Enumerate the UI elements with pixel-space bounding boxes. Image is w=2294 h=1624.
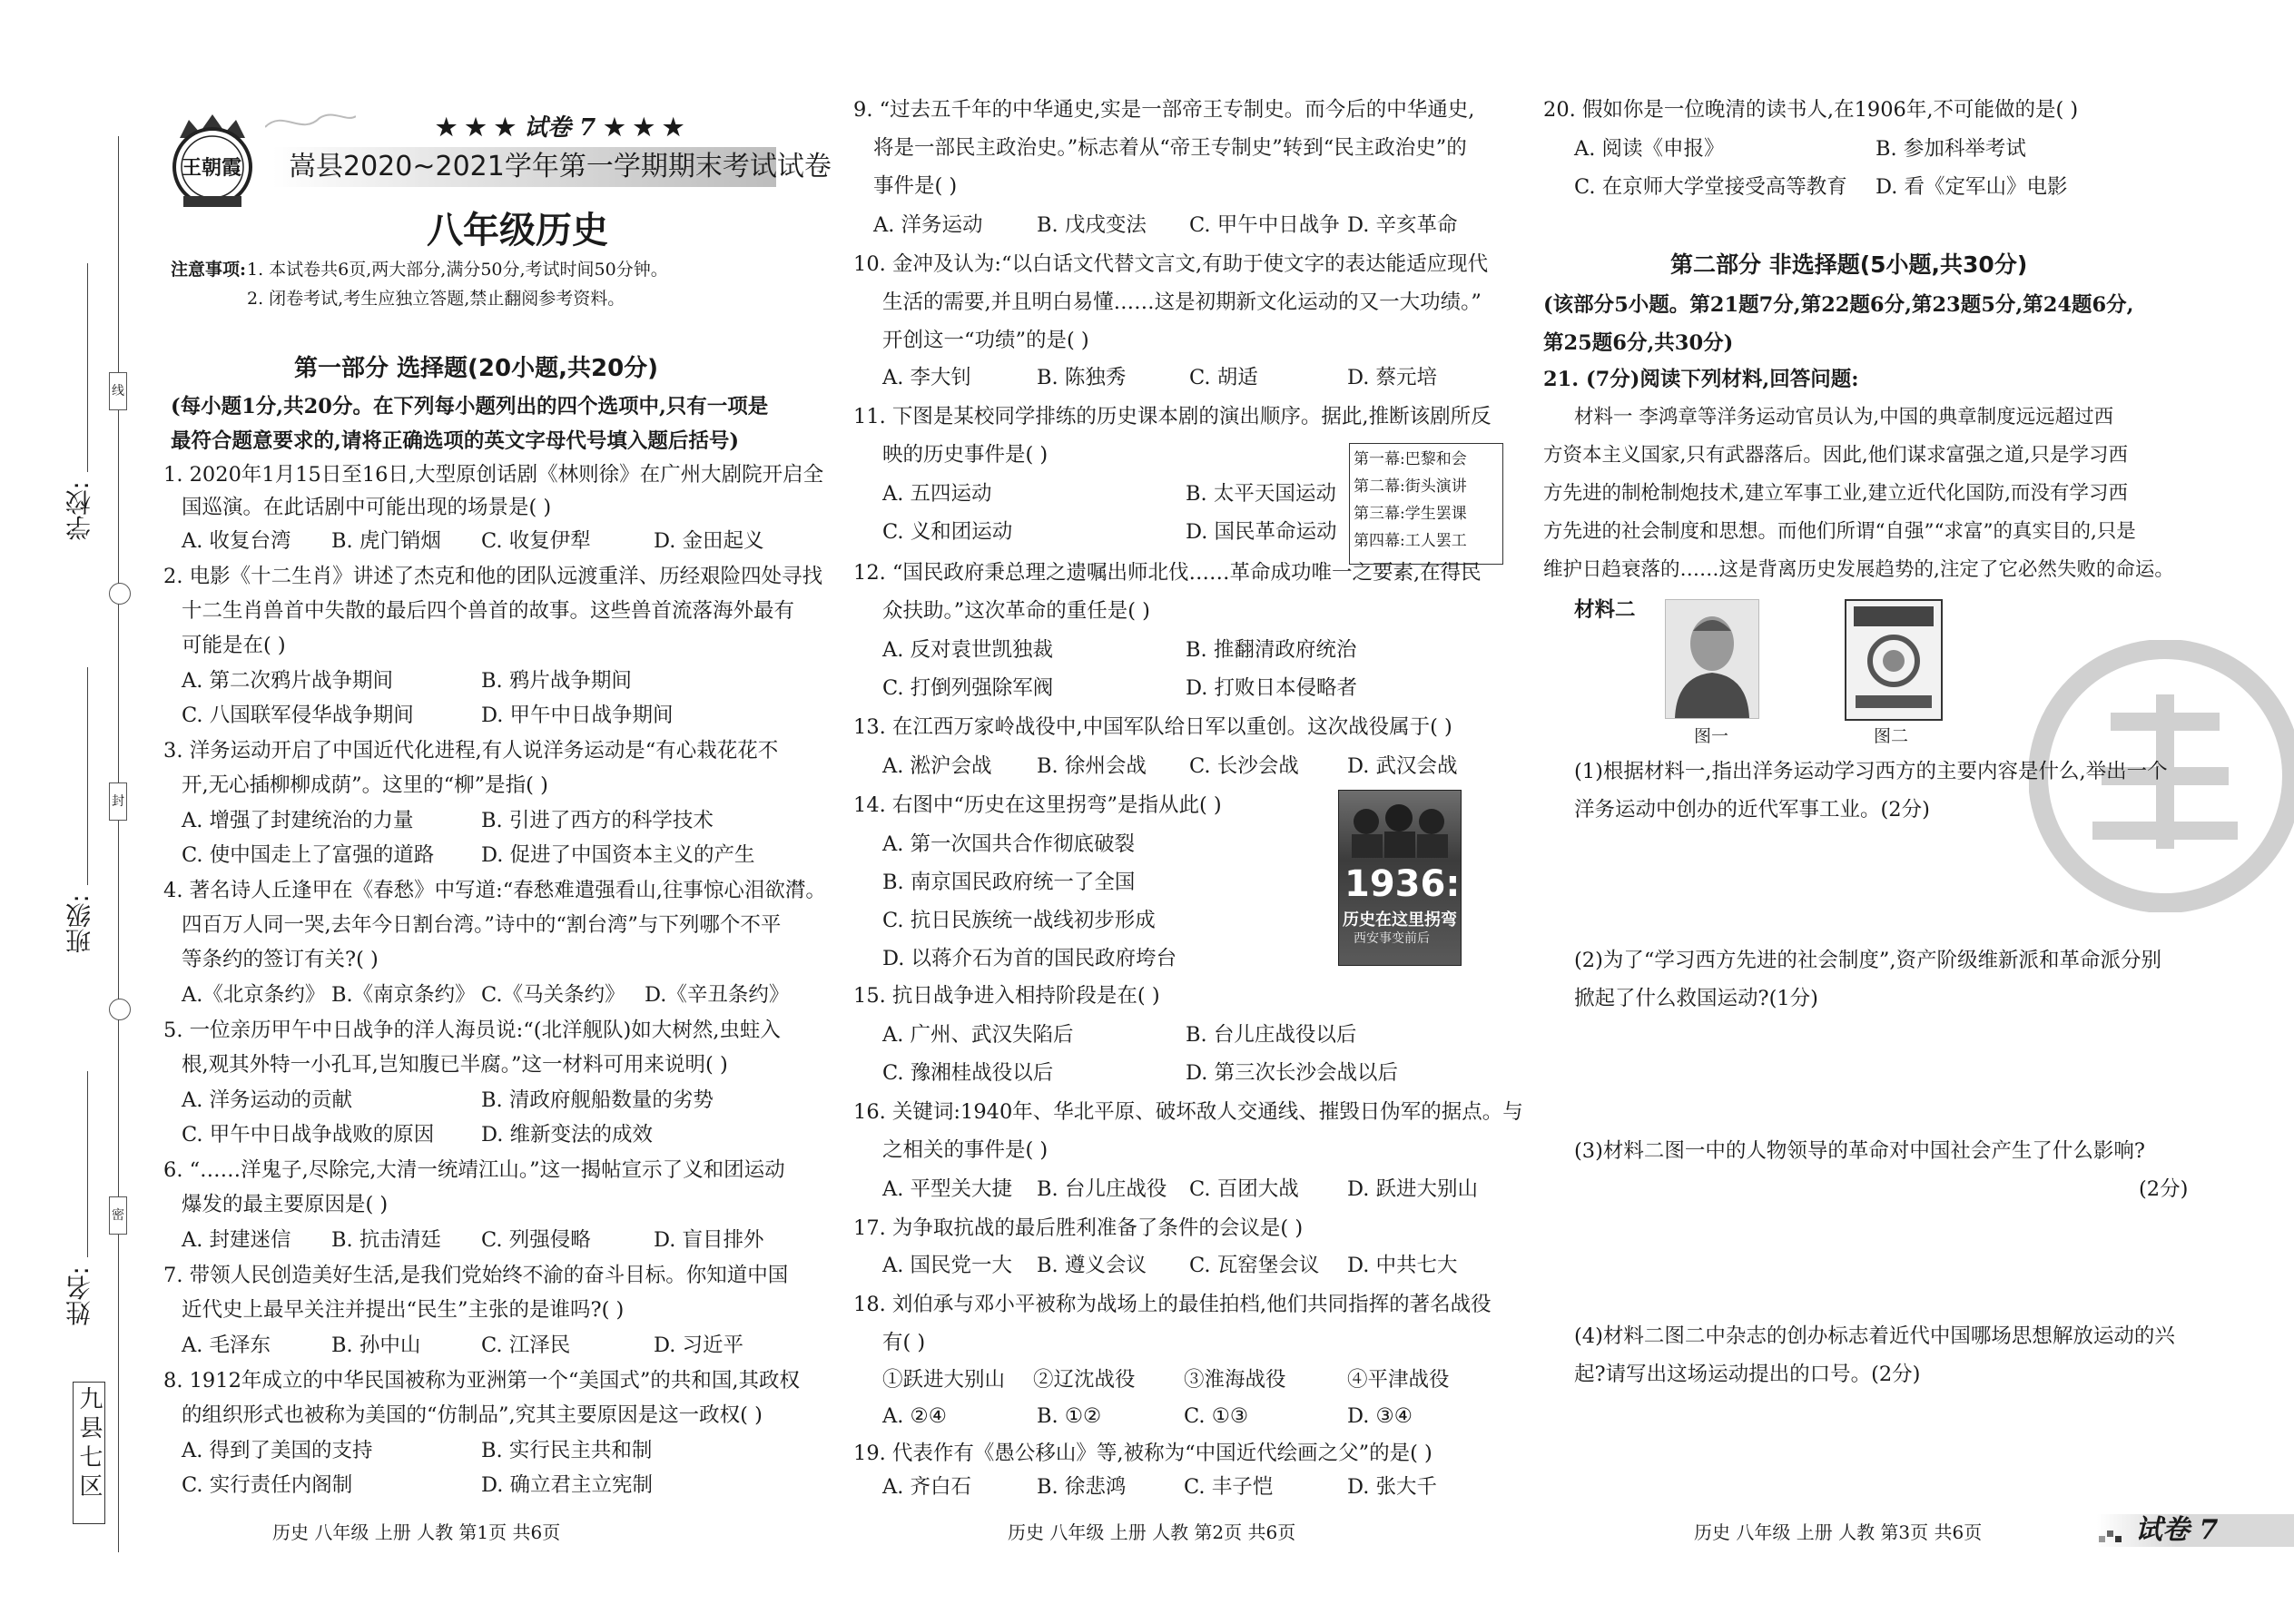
q10-opt-c[interactable]: C. 胡适 xyxy=(1189,366,1258,389)
q10-opt-a[interactable]: A. 李大钊 xyxy=(882,366,972,389)
q7-opt-a[interactable]: A. 毛泽东 xyxy=(182,1334,271,1357)
q1-line-2: 国巡演。在此话剧中可能出现的场景是( ) xyxy=(182,496,552,519)
play-order-box xyxy=(1349,443,1503,565)
tag-mi: 密 xyxy=(109,1196,127,1235)
q17-opt-d[interactable]: D. 中共七大 xyxy=(1347,1254,1458,1277)
class-label: 班级: xyxy=(64,894,94,954)
q18-opt-d[interactable]: D. ③④ xyxy=(1347,1404,1413,1428)
q5-opt-d[interactable]: D. 维新变法的成效 xyxy=(481,1123,654,1147)
q12-opt-b[interactable]: B. 推翻清政府统治 xyxy=(1186,638,1357,662)
q13-opt-a[interactable]: A. 淞沪会战 xyxy=(882,754,992,778)
q21-title: 21. (7分)阅读下列材料,回答问题: xyxy=(1543,368,1859,391)
play-act-3: 第三幕:学生罢课 xyxy=(1354,505,1467,523)
logo-emblem xyxy=(162,107,263,209)
paper-badge xyxy=(436,109,684,143)
q8-line-2: 的组织形式也被称为美国的“仿制品”,究其主要原因是这一政权( ) xyxy=(182,1403,763,1427)
q18-opt-b[interactable]: B. ①② xyxy=(1037,1404,1102,1428)
footer-squares xyxy=(2099,1525,2122,1538)
q1-opt-c[interactable]: C. 收复伊犁 xyxy=(481,529,591,553)
q4-line-1: 4. 著名诗人丘逢甲在《春愁》中写道:“春愁难遣强看山,往事惊心泪欲潸。 xyxy=(163,879,826,902)
binding-line xyxy=(118,136,119,1552)
q13-opt-d[interactable]: D. 武汉会战 xyxy=(1347,754,1458,778)
q6-line-1: 6. “……洋鬼子,尽除完,大清一统靖江山。”这一揭帖宣示了义和团运动 xyxy=(163,1158,785,1182)
ribbon-decoration xyxy=(265,109,356,136)
q2-opt-a[interactable]: A. 第二次鸦片战争期间 xyxy=(182,669,394,693)
q17-opt-a[interactable]: A. 国民党一大 xyxy=(882,1254,1013,1277)
q19-line-1: 19. 代表作有《愚公移山》等,被称为“中国近代绘画之父”的是( ) xyxy=(853,1442,1433,1465)
q14-opt-a[interactable]: A. 第一次国共合作彻底破裂 xyxy=(882,832,1136,856)
q3-opt-a[interactable]: A. 增强了封建统治的力量 xyxy=(182,809,414,832)
paper-title: 嵩县2020~2021学年第一学期期末考试试卷 xyxy=(289,151,832,182)
notes-line-1: 1. 本试卷共6页,两大部分,满分50分,考试时间50分钟。 xyxy=(247,260,668,280)
sub-question-3-line-1: (3)材料二图一中的人物领导的革命对中国社会产生了什么影响? xyxy=(1574,1139,2145,1163)
notes-label: 注意事项: xyxy=(171,260,247,280)
q14-opt-c[interactable]: C. 抗日民族统一战线初步形成 xyxy=(882,909,1156,932)
q5-opt-c[interactable]: C. 甲午中日战争战败的原因 xyxy=(182,1123,435,1147)
q19-opt-d[interactable]: D. 张大千 xyxy=(1347,1475,1438,1499)
q7-opt-b[interactable]: B. 孙中山 xyxy=(331,1334,421,1357)
school-blank[interactable] xyxy=(87,263,88,472)
q20-opt-d[interactable]: D. 看《定军山》电影 xyxy=(1876,175,2068,199)
q2-opt-c[interactable]: C. 八国联军侵华战争期间 xyxy=(182,704,414,727)
q4-opt-a[interactable]: A.《北京条约》 xyxy=(182,983,326,1007)
q7-line-2: 近代史上最早关注并提出“民生”主张的是谁吗?( ) xyxy=(182,1298,625,1322)
q3-opt-c[interactable]: C. 使中国走上了富强的道路 xyxy=(182,843,435,867)
figure1-caption: 图一 xyxy=(1694,726,1729,746)
part1-instruction-1: (每小题1分,共20分。在下列每小题列出的四个选项中,只有一项是 xyxy=(171,395,769,418)
q8-opt-c[interactable]: C. 实行责任内阁制 xyxy=(182,1473,353,1497)
material1-line-1: 材料一 李鸿章等洋务运动官员认为,中国的典章制度远远超过西 xyxy=(1574,406,2114,428)
sub-question-2-line-2: 掀起了什么救国运动?(1分) xyxy=(1574,987,1818,1010)
material2-label: 材料二 xyxy=(1574,598,1636,622)
q20-opt-a[interactable]: A. 阅读《申报》 xyxy=(1574,137,1725,161)
q15-opt-d[interactable]: D. 第三次长沙会战以后 xyxy=(1186,1061,1399,1085)
q12-opt-a[interactable]: A. 反对袁世凯独裁 xyxy=(882,638,1054,662)
part1-title: 第一部分 选择题(20小题,共20分) xyxy=(294,355,659,382)
q6-opt-b[interactable]: B. 抗击清廷 xyxy=(331,1228,441,1252)
q4-opt-b[interactable]: B.《南京条约》 xyxy=(331,983,476,1007)
figure2-magazine xyxy=(1845,599,1943,721)
q12-line-2: 众扶助。”这次革命的重任是( ) xyxy=(882,599,1150,623)
part2-instruction-2: 第25题6分,共30分) xyxy=(1543,331,1734,355)
school-label: 学校: xyxy=(64,481,94,541)
q7-line-1: 7. 带领人民创造美好生活,是我们党始终不渝的奋斗目标。你知道中国 xyxy=(163,1264,789,1287)
figure1-portrait xyxy=(1665,599,1759,719)
q15-line-1: 15. 抗日战争进入相持阶段是在( ) xyxy=(853,984,1160,1008)
q1-opt-a[interactable]: A. 收复台湾 xyxy=(182,529,291,553)
q9-opt-c[interactable]: C. 甲午中日战争 xyxy=(1189,213,1340,237)
q9-opt-b[interactable]: B. 戊戌变法 xyxy=(1037,213,1147,237)
sub-question-4-line-1: (4)材料二图二中杂志的创办标志着近代中国哪场思想解放运动的兴 xyxy=(1574,1324,2175,1348)
tag-xian: 线 xyxy=(109,372,127,410)
subject-title: 八年级历史 xyxy=(427,210,608,251)
q3-line-1: 3. 洋务运动开启了中国近代化进程,有人说洋务运动是“有心栽花花不 xyxy=(163,739,779,763)
q10-opt-b[interactable]: B. 陈独秀 xyxy=(1037,366,1127,389)
q9-line-2: 将是一部民主政治史。”标志着从“帝王专制史”转到“民主政治史”的 xyxy=(873,136,1467,160)
footer-page-2: 历史 八年级 上册 人教 第2页 共6页 xyxy=(1008,1521,1296,1543)
q18-line-2: 有( ) xyxy=(882,1331,926,1354)
q2-line-3: 可能是在( ) xyxy=(182,634,286,657)
q8-opt-a[interactable]: A. 得到了美国的支持 xyxy=(182,1439,373,1462)
q11-opt-c[interactable]: C. 义和团运动 xyxy=(882,520,1013,544)
q1-opt-b[interactable]: B. 虎门销烟 xyxy=(331,529,441,553)
play-act-4: 第四幕:工人罢工 xyxy=(1354,532,1467,550)
q16-line-1: 16. 关键词:1940年、华北平原、破坏敌人交通线、摧毁日伪军的据点。与 xyxy=(853,1100,1523,1124)
q12-opt-c[interactable]: C. 打倒列强除军阀 xyxy=(882,676,1054,700)
seal-circle-1 xyxy=(109,583,131,605)
sub-question-1-line-2: 洋务运动中创办的近代军事工业。(2分) xyxy=(1574,798,1930,822)
q3-line-2: 开,无心插柳柳成荫”。这里的“柳”是指( ) xyxy=(182,773,548,797)
q7-opt-c[interactable]: C. 江泽民 xyxy=(481,1334,571,1357)
q10-line-2: 生活的需要,并且明白易懂……这是初期新文化运动的又一大功绩。” xyxy=(882,290,1482,314)
sub-question-4-line-2: 起?请写出这场运动提出的口号。(2分) xyxy=(1574,1363,1921,1386)
q15-opt-a[interactable]: A. 广州、武汉失陷后 xyxy=(882,1023,1074,1047)
q14-line-1: 14. 右图中“历史在这里拐弯”是指从此( ) xyxy=(853,793,1222,817)
q3-opt-d[interactable]: D. 促进了中国资本主义的产生 xyxy=(481,843,755,867)
material1-line-3: 方先进的制枪制炮技术,建立军事工业,建立近代化国防,而没有学习西 xyxy=(1543,482,2129,505)
q12-opt-d[interactable]: D. 打败日本侵略者 xyxy=(1186,676,1358,700)
q10-line-3: 开创这一“功绩”的是( ) xyxy=(882,329,1089,352)
q2-opt-b[interactable]: B. 鸦片战争期间 xyxy=(481,669,632,693)
q11-opt-a[interactable]: A. 五四运动 xyxy=(882,482,992,506)
region-box xyxy=(73,1382,105,1524)
q5-line-1: 5. 一位亲历甲午中日战争的洋人海员说:“(北洋舰队)如大树然,虫蛀入 xyxy=(163,1019,781,1042)
q20-line-1: 20. 假如你是一位晚清的读书人,在1906年,不可能做的是( ) xyxy=(1543,98,2079,122)
q5-line-2: 根,观其外特一小孔耳,岂知腹已半腐。”这一材料可用来说明( ) xyxy=(182,1053,728,1077)
play-act-1: 第一幕:巴黎和会 xyxy=(1354,450,1467,468)
q14-opt-d[interactable]: D. 以蒋介石为首的国民政府垮台 xyxy=(882,947,1177,970)
name-blank[interactable] xyxy=(87,1071,88,1257)
sub-question-2-line-1: (2)为了“学习西方先进的社会制度”,资产阶级维新派和革命派分别 xyxy=(1574,949,2162,972)
q3-opt-b[interactable]: B. 引进了西方的科学技术 xyxy=(481,809,714,832)
q18-opt-c[interactable]: C. ①③ xyxy=(1184,1404,1249,1428)
figure2-caption: 图二 xyxy=(1874,726,1909,746)
material1-line-5: 维护日趋衰落的……这是背离历史发展趋势的,注定了它必然失败的命运。 xyxy=(1543,558,2174,581)
q17-line-1: 17. 为争取抗战的最后胜利准备了条件的会议是( ) xyxy=(853,1216,1304,1240)
q11-opt-d[interactable]: D. 国民革命运动 xyxy=(1186,520,1337,544)
q16-opt-a[interactable]: A. 平型关大捷 xyxy=(882,1177,1013,1201)
q16-opt-c[interactable]: C. 百团大战 xyxy=(1189,1177,1299,1201)
q16-opt-d[interactable]: D. 跃进大别山 xyxy=(1347,1177,1479,1201)
tag-feng: 封 xyxy=(109,782,127,821)
q8-opt-b[interactable]: B. 实行民主共和制 xyxy=(481,1439,653,1462)
footer-page-1: 历史 八年级 上册 人教 第1页 共6页 xyxy=(272,1521,561,1543)
q18-opt-a[interactable]: A. ②④ xyxy=(882,1404,947,1428)
q9-line-3: 事件是( ) xyxy=(873,174,958,198)
q1-line-1: 1. 2020年1月15日至16日,大型原创话剧《林则徐》在广州大剧院开启全 xyxy=(163,463,824,487)
q6-line-2: 爆发的最主要原因是( ) xyxy=(182,1193,389,1216)
q19-opt-a[interactable]: A. 齐白石 xyxy=(882,1475,972,1499)
q2-line-1: 2. 电影《十二生肖》讲述了杰克和他的团队远渡重洋、历经艰险四处寻找 xyxy=(163,565,823,588)
q4-opt-d[interactable]: D.《辛丑条约》 xyxy=(645,983,790,1007)
q1-opt-d[interactable]: D. 金田起义 xyxy=(654,529,764,553)
q7-opt-d[interactable]: D. 习近平 xyxy=(654,1334,744,1357)
q5-opt-a[interactable]: A. 洋务运动的贡献 xyxy=(182,1088,353,1112)
region-label: 九县七区 xyxy=(75,1386,103,1502)
q6-opt-c[interactable]: C. 列强侵略 xyxy=(481,1228,591,1252)
answer-area-1[interactable] xyxy=(1574,832,2210,940)
q18-item-4: ④平津战役 xyxy=(1347,1368,1450,1392)
q17-opt-b[interactable]: B. 遵义会议 xyxy=(1037,1254,1147,1277)
material1-line-2: 方资本主义国家,只有武器落后。因此,他们谋求富强之道,只是学习西 xyxy=(1543,444,2129,467)
part2-instruction-1: (该部分5小题。第21题7分,第22题6分,第23题5分,第24题6分, xyxy=(1543,293,2134,317)
answer-area-4[interactable] xyxy=(1574,1396,2210,1505)
part2-title: 第二部分 非选择题(5小题,共30分) xyxy=(1670,251,2028,278)
material1-line-4: 方先进的社会制度和思想。而他们所谓“自强”“求富”的真实目的,只是 xyxy=(1543,520,2136,543)
q19-opt-b[interactable]: B. 徐悲鸿 xyxy=(1037,1475,1127,1499)
footer-paper-tag: 试卷 7 xyxy=(2135,1514,2219,1546)
q2-opt-d[interactable]: D. 甲午中日战争期间 xyxy=(481,704,674,727)
q11-line-2: 映的历史事件是( ) xyxy=(882,443,1049,467)
book-cover-image xyxy=(1338,790,1462,966)
notes-line-2: 2. 闭卷考试,考生应独立答题,禁止翻阅参考资料。 xyxy=(247,289,625,309)
name-label: 姓名: xyxy=(64,1266,94,1326)
footer-page-3: 历史 八年级 上册 人教 第3页 共6页 xyxy=(1694,1521,1983,1543)
q13-opt-c[interactable]: C. 长沙会战 xyxy=(1189,754,1299,778)
q10-line-1: 10. 金冲及认为:“以白话文代替文言文,有助于使文字的表达能适应现代 xyxy=(853,252,1489,276)
book-subtitle: 西安事变前后 xyxy=(1354,931,1430,946)
q8-line-1: 8. 1912年成立的中华民国被称为亚洲第一个“美国式”的共和国,其政权 xyxy=(163,1369,801,1393)
class-blank[interactable] xyxy=(87,667,88,885)
part1-instruction-2: 最符合题意要求的,请将正确选项的英文字母代号填入题后括号) xyxy=(171,429,739,453)
q12-line-1: 12. “国民政府秉总理之遗嘱出师北伐……革命成功唯一之要素,在得民 xyxy=(853,561,1482,585)
q15-opt-c[interactable]: C. 豫湘桂战役以后 xyxy=(882,1061,1054,1085)
play-act-2: 第二幕:街头演讲 xyxy=(1354,477,1467,496)
book-title: 历史在这里拐弯 xyxy=(1343,910,1457,930)
answer-area-2[interactable] xyxy=(1574,1020,2210,1138)
q4-opt-c[interactable]: C.《马关条约》 xyxy=(481,983,625,1007)
q6-opt-a[interactable]: A. 封建迷信 xyxy=(182,1228,291,1252)
book-year: 1936: xyxy=(1344,863,1461,905)
q16-line-2: 之相关的事件是( ) xyxy=(882,1138,1049,1162)
q9-opt-a[interactable]: A. 洋务运动 xyxy=(873,213,983,237)
q18-item-2: ②辽沈战役 xyxy=(1033,1368,1136,1392)
q20-opt-c[interactable]: C. 在京师大学堂接受高等教育 xyxy=(1574,175,1847,199)
q6-opt-d[interactable]: D. 盲目排外 xyxy=(654,1228,764,1252)
q10-opt-d[interactable]: D. 蔡元培 xyxy=(1347,366,1438,389)
q4-line-3: 等条约的签订有关?( ) xyxy=(182,948,379,971)
sub-question-3-line-2: (2分) xyxy=(2139,1177,2189,1201)
q8-opt-d[interactable]: D. 确立君主立宪制 xyxy=(481,1473,654,1497)
star-icon: ★ ★ ★ xyxy=(436,114,525,142)
q13-opt-b[interactable]: B. 徐州会战 xyxy=(1037,754,1147,778)
seal-circle-2 xyxy=(109,999,131,1020)
q18-item-3: ③淮海战役 xyxy=(1184,1368,1286,1392)
q14-opt-b[interactable]: B. 南京国民政府统一了全国 xyxy=(882,871,1136,894)
q9-line-1: 9. “过去五千年的中华通史,实是一部帝王专制史。而今后的中华通史, xyxy=(853,98,1475,122)
answer-area-3[interactable] xyxy=(1574,1211,2210,1320)
q2-line-2: 十二生肖兽首中失散的最后四个兽首的故事。这些兽首流落海外最有 xyxy=(182,599,795,623)
badge-text: 试卷 7 xyxy=(524,114,596,142)
logo-text: 王朝霞 xyxy=(182,156,242,180)
q20-opt-b[interactable]: B. 参加科举考试 xyxy=(1876,137,2026,161)
q13-line-1: 13. 在江西万家岭战役中,中国军队给日军以重创。这次战役属于( ) xyxy=(853,715,1452,739)
q18-item-1: ①跃进大别山 xyxy=(882,1368,1006,1392)
q19-opt-c[interactable]: C. 丰子恺 xyxy=(1184,1475,1274,1499)
sub-question-1-line-1: (1)根据材料一,指出洋务运动学习西方的主要内容是什么,举出一个 xyxy=(1574,760,2168,783)
q18-line-1: 18. 刘伯承与邓小平被称为战场上的最佳拍档,他们共同指挥的著名战役 xyxy=(853,1293,1492,1316)
q16-opt-b[interactable]: B. 台儿庄战役 xyxy=(1037,1177,1167,1201)
q11-opt-b[interactable]: B. 太平天国运动 xyxy=(1186,482,1336,506)
star-icon: ★ ★ ★ xyxy=(596,114,684,142)
q4-line-2: 四百万人同一哭,去年今日割台湾。”诗中的“割台湾”与下列哪个不平 xyxy=(182,913,782,937)
q15-opt-b[interactable]: B. 台儿庄战役以后 xyxy=(1186,1023,1357,1047)
q11-line-1: 11. 下图是某校同学排练的历史课本剧的演出顺序。据此,推断该剧所反 xyxy=(853,405,1492,428)
q9-opt-d[interactable]: D. 辛亥革命 xyxy=(1347,213,1458,237)
q5-opt-b[interactable]: B. 清政府舰船数量的劣势 xyxy=(481,1088,714,1112)
q17-opt-c[interactable]: C. 瓦窑堡会议 xyxy=(1189,1254,1320,1277)
